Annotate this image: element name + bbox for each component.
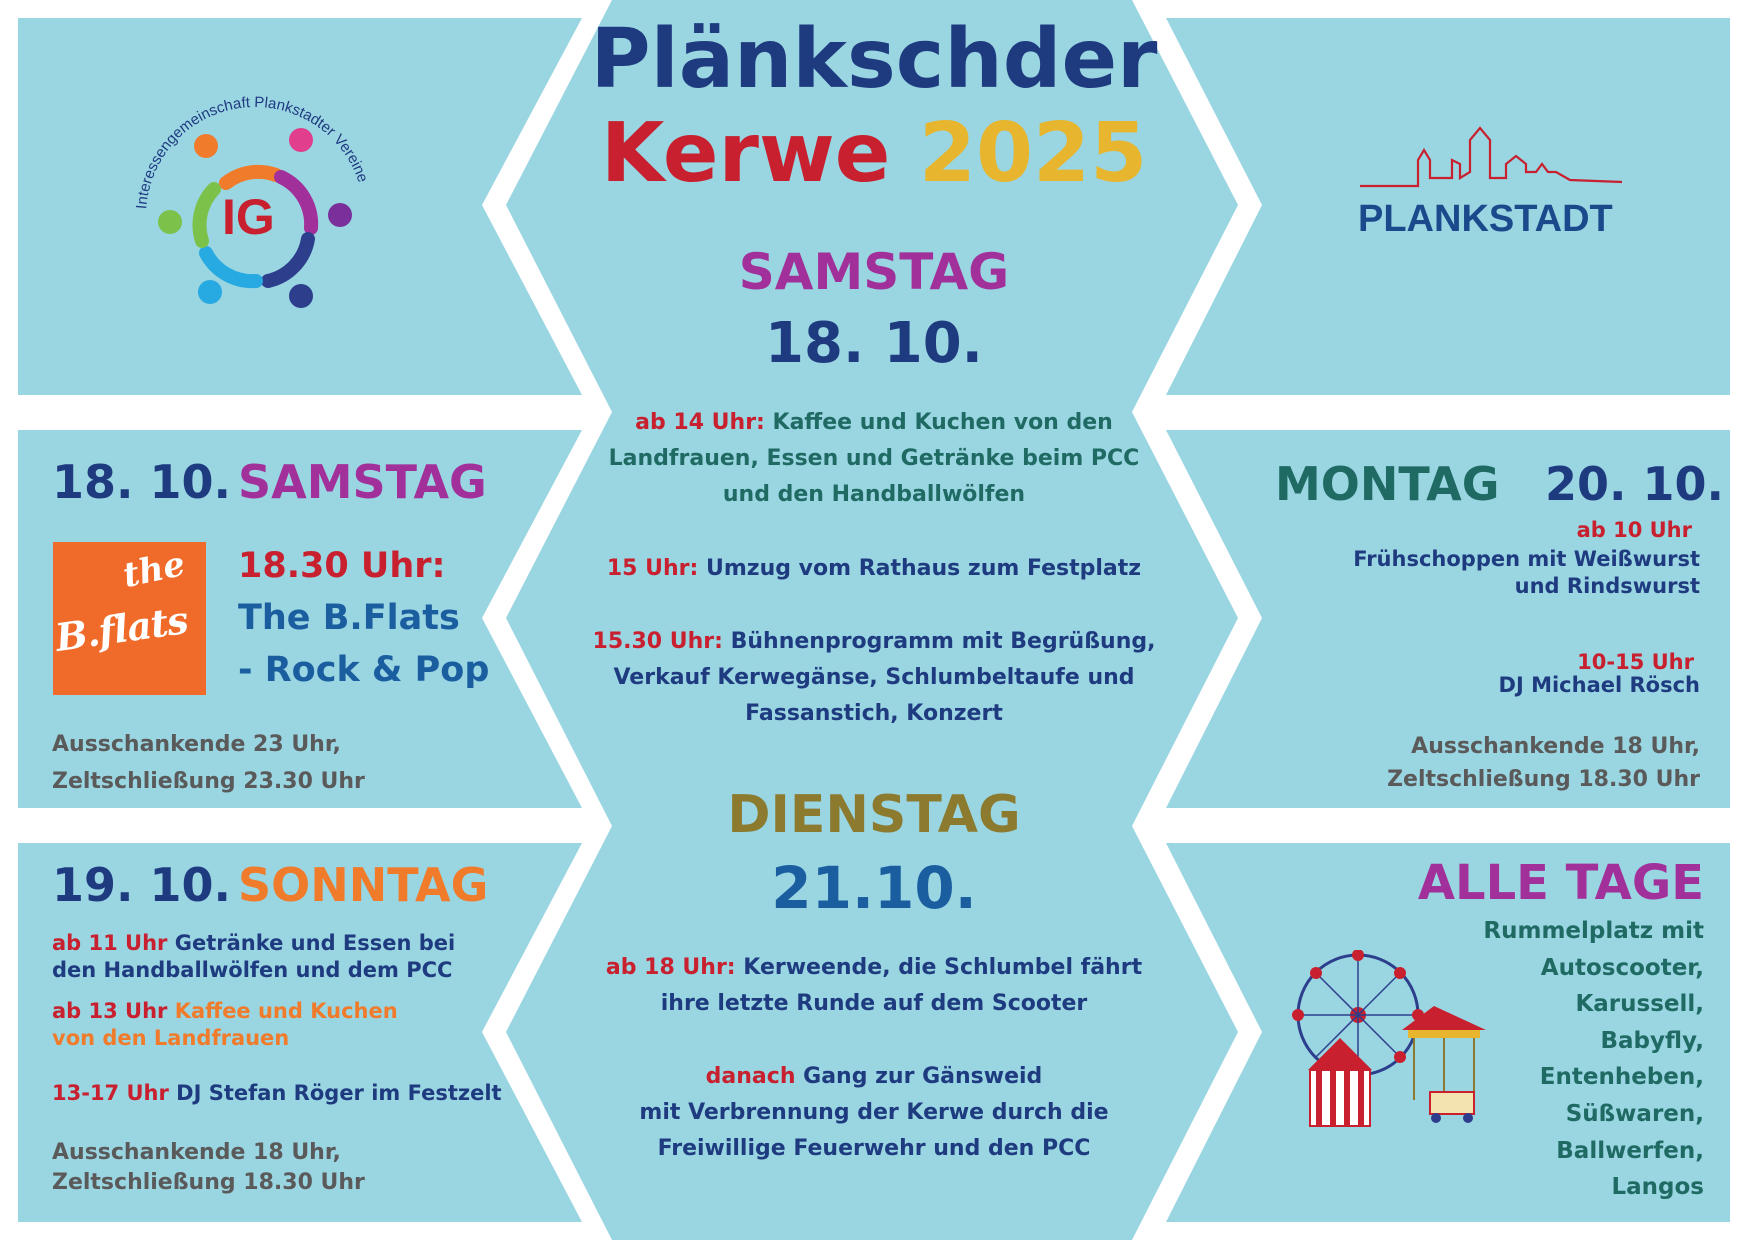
list-item: Langos: [1611, 1174, 1704, 1201]
event-text: Getränke und Essen bei: [174, 931, 456, 955]
closing-line: Zeltschließung 23.30 Uhr: [52, 769, 365, 794]
all-days-list: [1450, 913, 1704, 1206]
right-mon-time-1: ab 10 Uhr: [1576, 518, 1692, 542]
event-text: und Rindswurst: [1514, 574, 1700, 598]
event-time: ab 11 Uhr: [52, 931, 168, 955]
event-time: ab 14 Uhr:: [635, 410, 765, 435]
event-text: den Handballwölfen und dem PCC: [52, 958, 453, 982]
plankstadt-logo: [1356, 120, 1626, 250]
list-item: Ballwerfen,: [1556, 1137, 1704, 1164]
left-sun-event-2: [52, 998, 398, 1052]
event-time: 15.30 Uhr:: [592, 629, 723, 654]
center-sat-event-2: [560, 551, 1188, 587]
right-mon-date: 20. 10.: [1545, 457, 1724, 511]
center-sat-event-1: [560, 405, 1188, 513]
center-tue-date: 21.10.: [771, 854, 977, 922]
left-sat-day: SAMSTAG: [238, 455, 487, 509]
title-line2: [560, 104, 1188, 204]
center-tue-event-1: [560, 950, 1188, 1022]
event-text: Kerweende, die Schlumbel fährt: [743, 955, 1143, 980]
left-sun-day: SONNTAG: [238, 858, 489, 912]
title-kerwe: Kerwe: [600, 106, 891, 201]
closing-line: Zeltschließung 18.30 Uhr: [1387, 767, 1700, 792]
event-text: Umzug vom Rathaus zum Festplatz: [706, 556, 1142, 581]
closing-line: Ausschankende 18 Uhr,: [1411, 734, 1700, 759]
event-text: Frühschoppen mit Weißwurst: [1353, 547, 1700, 571]
event-text: Verkauf Kerwegänse, Schlumbeltaufe und: [613, 665, 1135, 690]
closing-line: Zeltschließung 18.30 Uhr: [52, 1170, 365, 1195]
center-tue-event-2: [560, 1059, 1188, 1167]
town-skyline-icon: [1356, 120, 1626, 200]
center-tue-day: DIENSTAG: [727, 785, 1021, 845]
event-time: ab 18 Uhr:: [605, 955, 736, 980]
left-sat-band: The B.Flats: [238, 598, 460, 638]
band-logo-the: the: [119, 543, 189, 597]
left-sat-time: 18.30 Uhr:: [238, 546, 446, 586]
list-item: Entenheben,: [1539, 1064, 1704, 1091]
event-text: ihre letzte Runde auf dem Scooter: [660, 991, 1088, 1016]
event-time: 13-17 Uhr: [52, 1081, 169, 1105]
event-time: 15 Uhr:: [606, 556, 699, 581]
left-sun-closing: [52, 1138, 365, 1198]
center-sat-day: SAMSTAG: [738, 243, 1010, 301]
right-mon-event-2: DJ Michael Rösch: [1498, 673, 1700, 697]
event-text: Freiwillige Feuerwehr und den PCC: [657, 1136, 1091, 1161]
closing-line: Ausschankende 18 Uhr,: [52, 1140, 341, 1165]
event-text: DJ Stefan Röger im Festzelt: [176, 1081, 502, 1105]
event-text: und den Handballwölfen: [722, 482, 1026, 507]
band-logo: [53, 542, 206, 695]
event-time: danach: [705, 1064, 796, 1089]
town-name: PLANKSTADT: [1358, 198, 1613, 240]
left-sun-date: 19. 10.: [52, 858, 231, 912]
left-sun-event-3: [52, 1080, 502, 1107]
ig-letters: IG: [222, 189, 275, 245]
right-mon-time-2: 10-15 Uhr: [1577, 650, 1694, 674]
left-sun-event-1: [52, 930, 455, 984]
left-sat-genre: - Rock & Pop: [238, 650, 490, 690]
list-item: Babyfly,: [1600, 1027, 1704, 1054]
right-mon-event-1: [1270, 546, 1700, 600]
list-item: Autoscooter,: [1540, 954, 1704, 981]
ig-logo: [126, 88, 386, 318]
event-text: Kaffee und Kuchen: [174, 999, 398, 1023]
title-line1: Plänkschder: [590, 12, 1158, 107]
right-mon-day: MONTAG: [1275, 457, 1500, 511]
event-text: Kaffee und Kuchen von den: [772, 410, 1113, 435]
event-text: Bühnenprogramm mit Begrüßung,: [730, 629, 1156, 654]
list-item: Süßwaren,: [1565, 1100, 1704, 1127]
event-text: von den Landfrauen: [52, 1026, 290, 1050]
event-text: Fassanstich, Konzert: [745, 701, 1003, 726]
all-days-title: ALLE TAGE: [1417, 855, 1704, 911]
event-text: Landfrauen, Essen und Getränke beim PCC: [608, 446, 1140, 471]
event-text: mit Verbrennung der Kerwe durch die: [639, 1100, 1109, 1125]
closing-line: Ausschankende 23 Uhr,: [52, 732, 341, 757]
event-time: ab 13 Uhr: [52, 999, 168, 1023]
title-year: 2025: [918, 106, 1148, 201]
left-sat-date: 18. 10.: [52, 455, 231, 509]
list-item: Karussell,: [1575, 991, 1704, 1018]
list-item: Rummelplatz mit: [1483, 918, 1704, 944]
band-logo-bflats: B.flats: [53, 596, 191, 661]
center-sat-event-3: [560, 624, 1188, 732]
center-sat-date: 18. 10.: [765, 311, 983, 376]
event-text: Gang zur Gänsweid: [803, 1064, 1043, 1089]
ig-ring-text: Interessengemeinschaft Plankstadter Vereine: [133, 93, 372, 210]
right-mon-closing: [1270, 730, 1700, 796]
left-sat-closing: [52, 726, 365, 800]
